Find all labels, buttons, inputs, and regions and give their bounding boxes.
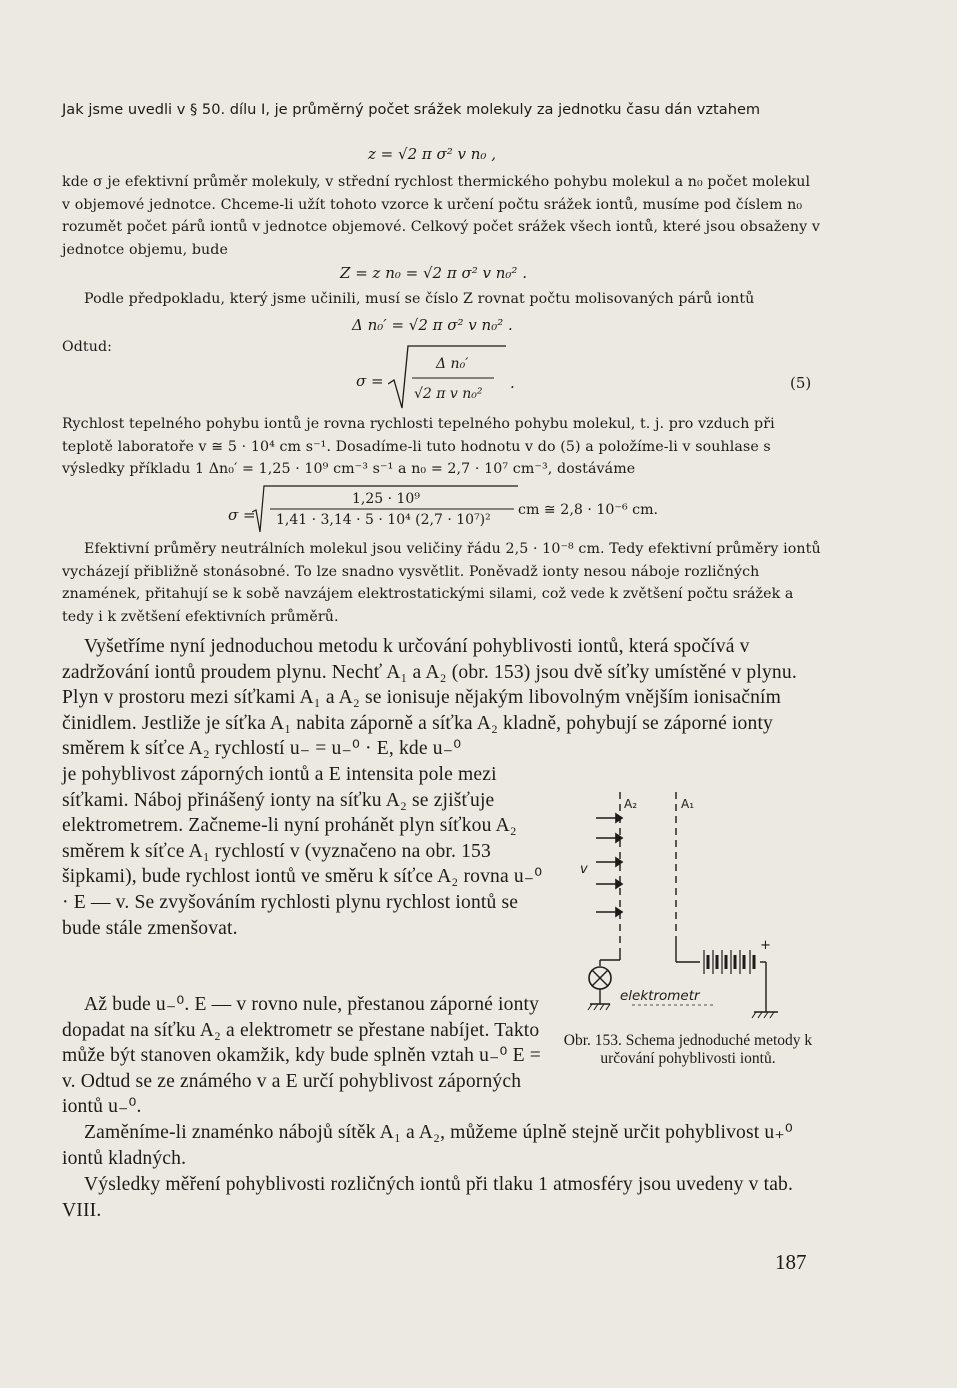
equation-collision-rate: z = √2 π σ² v n₀ , (368, 145, 496, 163)
figure-label-plus: + (760, 938, 771, 953)
equation-6-denominator: 1,41 · 3,14 · 5 · 10⁴ (2,7 · 10⁷)² (276, 512, 491, 528)
paragraph-podle: Podle předpokladu, který jsme učinili, musí se číslo Z rovnat počtu molisovaných párů iontů (84, 291, 755, 307)
equation-6-result: cm ≅ 2,8 · 10⁻⁶ cm. (518, 502, 659, 518)
paragraph-vysetrime: Vyšetříme nyní jednoduchou metodu k určování pohyblivosti iontů, která spočívá v zadržování iontů proudem plynu. Nechť A₁ a A₂ (obr. 153) jsou dvě síťky umístěné v plynu. Plyn v prostoru mezi síťkami A₁ a A₂ se ionisuje nějakým libovolným vnějším ionisačním činidlem. Jestliže je síťka A₁ nabita záporně a síťka A₂ kladně, pohybují se záporné ionty směrem k síťce A₂ rychlostí u₋ = u₋⁰ · E, kde u₋⁰ (62, 636, 797, 760)
figure-caption: Obr. 153. Schema jednoduché metody k určování pohyblivosti iontů. (563, 1032, 813, 1067)
paragraph-kde: kde σ je efektivní průměr molekuly, v střední rychlost thermického pohybu molekul a n₀ počet molekul v objemové jednotce. Chceme-li užít tohoto vzorce k určení počtu srážek iontů, musíme pod číslem n₀ rozumět počet párů iontů v jednotce objemové. Celkový počet srážek všech iontů, které jsou obsaženy v jednotce objemu, bude (62, 174, 820, 258)
paragraph-efektivni: Efektivní průměry neutrálních molekul jsou veličiny řádu 2,5 · 10⁻⁸ cm. Tedy efektivní průměry iontů vycházejí přibližně stonásobné. To lze snadno vysvětlit. Poněvadž ionty nesou náboje rozličných znamének, přitahují se k sobě navzájem elektrostatickými silami, což vede k zvětšení počtu srážek a tedy i k zvětšení efektivních průměrů. (62, 541, 821, 625)
electrometer-symbol (588, 967, 611, 1010)
equation-5-denominator: √2 π v n₀² (414, 386, 483, 402)
gas-flow-arrows (596, 814, 622, 916)
battery-symbol (704, 950, 754, 974)
paragraph-intro: Jak jsme uvedli v § 50. dílu I, je průměrný počet srážek molekuly za jednotku času dán vztahem (62, 101, 761, 118)
equation-number-5: (5) (790, 374, 812, 392)
equation-5-dot: . (510, 374, 515, 392)
figure-label-a1: A₁ (681, 797, 695, 811)
page-number: 187 (775, 1250, 807, 1274)
equation-6-numerator: 1,25 · 10⁹ (352, 491, 420, 507)
equation-5-lhs: σ = (356, 372, 384, 390)
figure-label-electrometer: elektrometr (620, 988, 700, 1004)
paragraph-zamenime: Zaměníme-li znaménko nábojů sítěk A₁ a A₂, můžeme úplně stejně určit pohyblivost u₊⁰ iontů kladných. (62, 1122, 793, 1169)
equation-total-collisions: Z = z n₀ = √2 π σ² v n₀² . (340, 264, 527, 282)
figure-label-a2: A₂ (624, 797, 638, 811)
equation-5-numerator: Δ n₀′ (436, 356, 469, 372)
paragraph-vysetrime-continued: je pohyblivost záporných iontů a E intensita pole mezi síťkami. Náboj přinášený ionty na síťku A₂ se zjišťuje elektrometrem. Začneme-li nyní prohánět plyn síťkou A₂ směrem k síťce A₁ rychlostí v (vyznačeno na obr. 153 šipkami), bude rychlost iontů ve směru k síťce A₂ rovna u₋⁰ · E — v. Se zvyšováním rychlosti plynu rychlost iontů se bude stále zmenšovat. (62, 764, 543, 939)
paragraph-rychlost: Rychlost tepelného pohybu iontů je rovna rychlosti tepelného pohybu molekul, t. j. pro vzduch při teplotě laboratoře v ≅ 5 · 10⁴ cm s⁻¹. Dosadíme-li tuto hodnotu v do (5) a položíme-li v souhlase s výsledky příkladu 1 Δn₀′ = 1,25 · 10⁹ cm⁻³ s⁻¹ a n₀ = 2,7 · 10⁷ cm⁻³, dostáváme (62, 416, 775, 478)
figure-label-v: v (580, 862, 588, 877)
paragraph-vysledky: Výsledky měření pohyblivosti rozličných iontů při tlaku 1 atmosféry jsou uvedeny v tab. VIII. (62, 1174, 794, 1221)
equation-delta-n0: Δ n₀′ = √2 π σ² v n₀² . (352, 316, 513, 334)
equation-6-lhs: σ = (228, 506, 256, 524)
label-odtud: Odtud: (62, 339, 113, 355)
paragraph-az-bude: Až bude u₋⁰. E — v rovno nule, přestanou záporné ionty dopadat na síťku A₂ a elektrometr se přestane nabíjet. Takto může být stanoven okamžik, kdy bude splněn vztah u₋⁰ E = v. Odtud se ze známého v a E určí pohyblivost záporných iontů u₋⁰. (62, 994, 541, 1118)
